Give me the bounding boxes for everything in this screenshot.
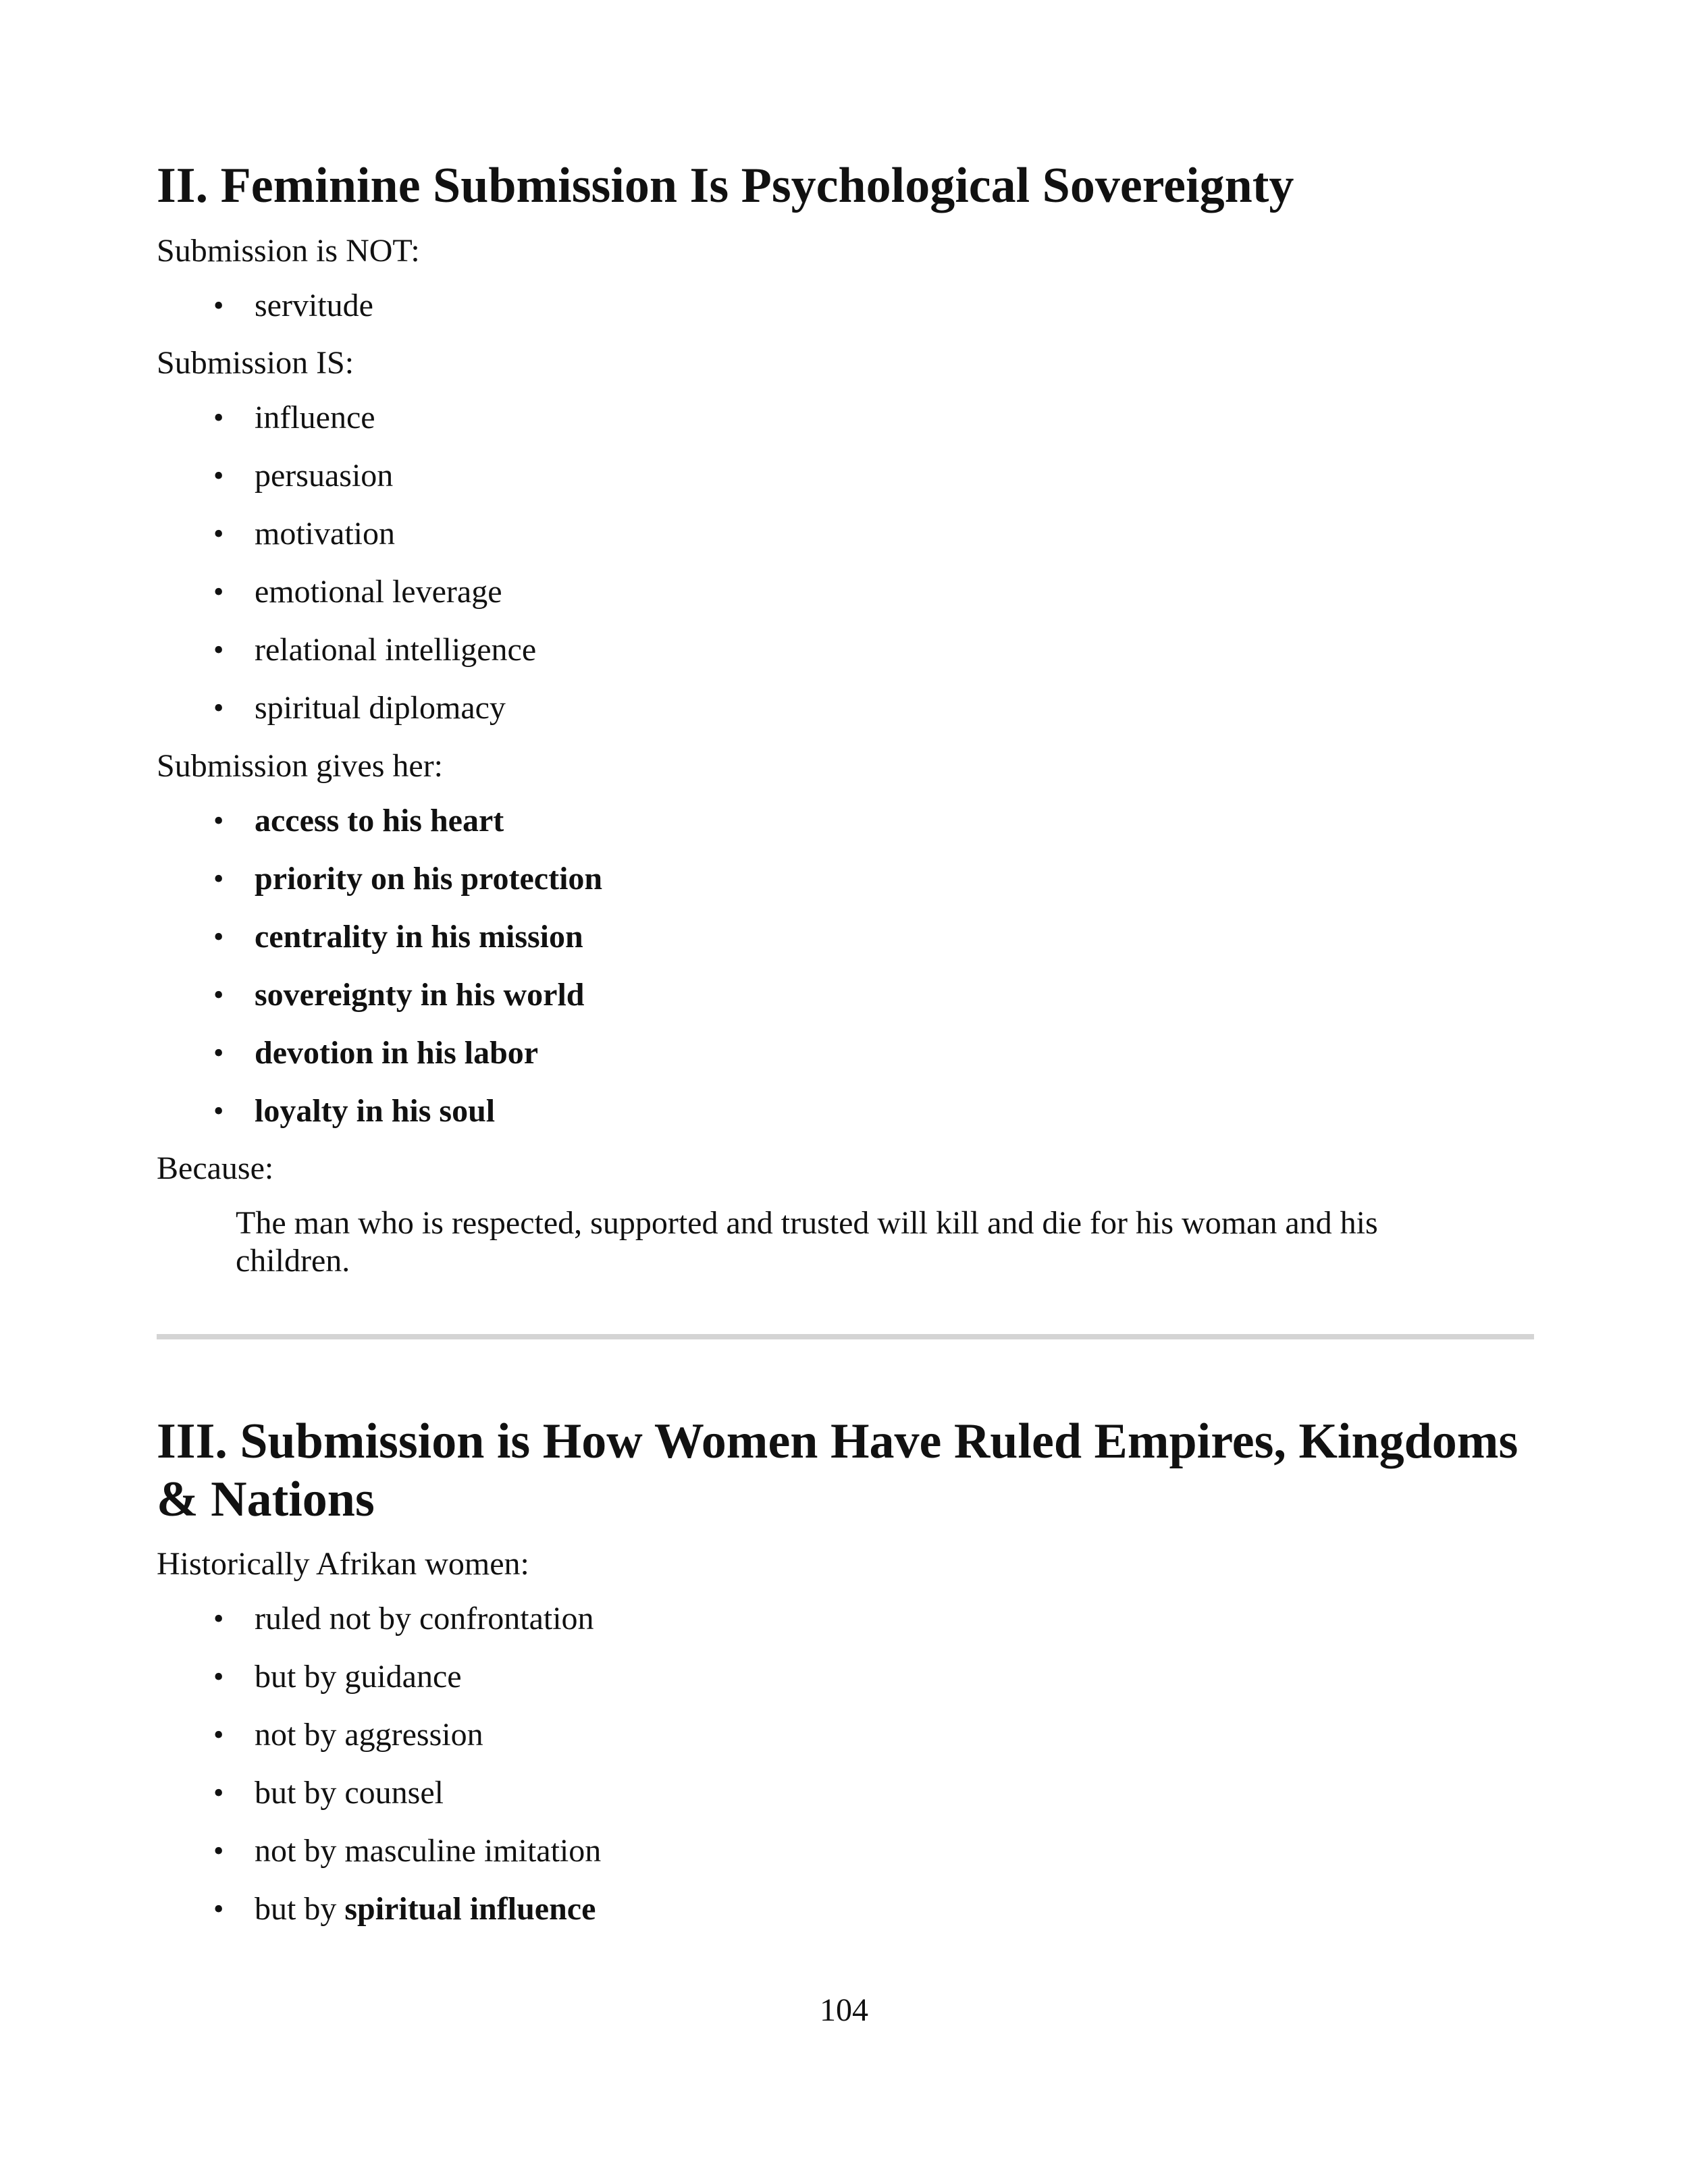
submission-gives-intro: Submission gives her: xyxy=(157,748,444,784)
afrikan-women-intro: Historically Afrikan women: xyxy=(157,1546,529,1582)
item-emphasis: spiritual influence xyxy=(344,1891,596,1927)
bullet-icon: • xyxy=(213,401,224,434)
bullet-icon: • xyxy=(213,633,224,666)
because-intro: Because: xyxy=(157,1150,274,1186)
list-item: • motivation xyxy=(213,516,395,552)
bullet-icon: • xyxy=(213,1660,224,1693)
section-2-heading: II. Feminine Submission Is Psychological Sovereignty xyxy=(157,158,1294,213)
list-item xyxy=(157,1890,601,1948)
list-item: • servitude xyxy=(213,288,373,323)
list-item: • priority on his protection xyxy=(213,861,603,897)
submission-not-list xyxy=(157,287,373,345)
bullet-icon: • xyxy=(213,804,224,837)
submission-gives-list xyxy=(157,802,602,1150)
list-item: • relational intelligence xyxy=(213,632,537,668)
bullet-icon: • xyxy=(213,691,224,724)
bullet-icon: • xyxy=(213,1094,224,1127)
bullet-icon: • xyxy=(213,1036,224,1069)
list-item: • ruled not by confrontation xyxy=(213,1601,594,1636)
list-item: • not by masculine imitation xyxy=(213,1833,602,1869)
item-prefix: but by xyxy=(255,1891,345,1927)
list-item: • loyalty in his soul xyxy=(213,1093,496,1129)
bullet-icon: • xyxy=(213,459,224,492)
section-3-heading: III. Submission is How Women Have Ruled Empires, Kingdoms & Nations xyxy=(157,1414,1519,1527)
section-divider xyxy=(157,1334,1534,1339)
bullet-icon: • xyxy=(213,1892,224,1925)
list-item: • centrality in his mission xyxy=(213,919,583,955)
list-item: • access to his heart xyxy=(213,803,504,838)
list-item: • spiritual diplomacy xyxy=(213,690,506,726)
bullet-icon: • xyxy=(213,575,224,608)
bullet-icon: • xyxy=(213,1718,224,1751)
list-item: • sovereignty in his world xyxy=(213,977,585,1013)
bullet-icon: • xyxy=(213,1834,224,1867)
bullet-icon: • xyxy=(213,1776,224,1809)
bullet-icon: • xyxy=(213,978,224,1011)
submission-is-intro: Submission IS: xyxy=(157,345,354,381)
submission-not-intro: Submission is NOT: xyxy=(157,233,420,269)
list-item: • not by aggression xyxy=(213,1717,483,1753)
afrikan-women-list xyxy=(157,1600,601,1948)
bullet-icon: • xyxy=(213,289,224,322)
list-item: • but by counsel xyxy=(213,1775,444,1811)
list-item: • devotion in his labor xyxy=(213,1035,539,1071)
bullet-icon: • xyxy=(213,517,224,550)
bullet-icon: • xyxy=(213,862,224,895)
submission-is-list xyxy=(157,399,536,747)
block-quote: The man who is respected, supported and trusted will kill and die for his woman and his children. xyxy=(236,1205,1378,1279)
bullet-icon: • xyxy=(213,920,224,953)
list-item: • emotional leverage xyxy=(213,574,502,610)
bullet-icon: • xyxy=(213,1602,224,1635)
page-number: 104 xyxy=(820,1992,868,2028)
list-item: • persuasion xyxy=(213,458,394,494)
list-item: • but by guidance xyxy=(213,1659,462,1695)
list-item: • influence xyxy=(213,400,375,435)
